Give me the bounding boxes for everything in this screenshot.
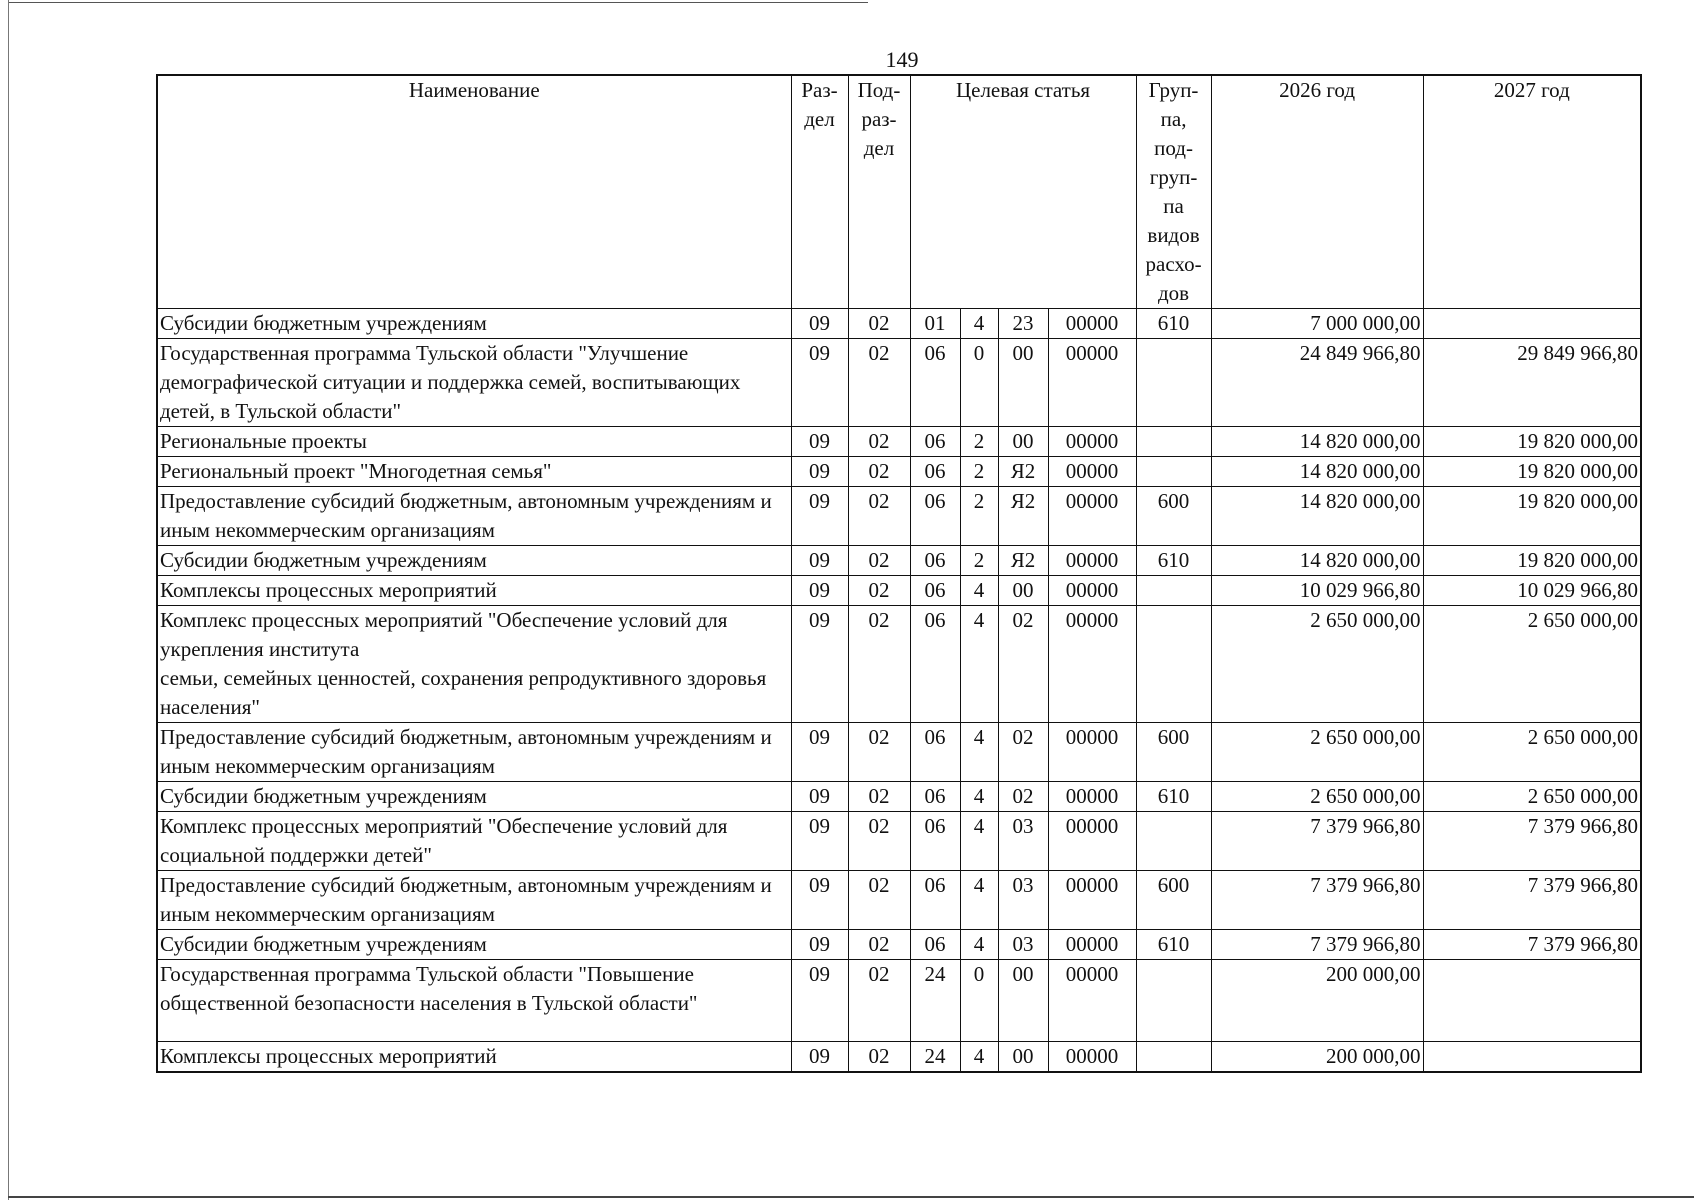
table-body: [157, 309, 1641, 1073]
cell-amount-2027: 19 820 000,00: [1423, 457, 1641, 487]
cell-amount-2027: 7 379 966,80: [1423, 930, 1641, 960]
cell-target-element: 03: [998, 930, 1048, 960]
cell-name: Субсидии бюджетным учреждениям: [157, 930, 791, 960]
cell-target-type: 0: [960, 339, 998, 427]
cell-target-direction: 00000: [1048, 723, 1136, 782]
cell-subsection: 02: [848, 487, 910, 546]
cell-section: 09: [791, 339, 848, 427]
cell-target-element: 00: [998, 1042, 1048, 1073]
cell-target-program: 06: [910, 871, 960, 930]
header-year-2026: 2026 год: [1211, 75, 1423, 309]
table-row: [157, 723, 1641, 782]
cell-section: 09: [791, 487, 848, 546]
cell-amount-2026: 14 820 000,00: [1211, 546, 1423, 576]
table-row: [157, 546, 1641, 576]
cell-subsection: 02: [848, 457, 910, 487]
cell-target-direction: 00000: [1048, 812, 1136, 871]
header-row: [157, 75, 1641, 309]
header-name: Наименование: [157, 75, 791, 309]
cell-amount-2026: 7 379 966,80: [1211, 871, 1423, 930]
cell-target-program: 24: [910, 1042, 960, 1073]
cell-target-element: 03: [998, 812, 1048, 871]
cell-name: Субсидии бюджетным учреждениям: [157, 782, 791, 812]
scan-edge-top: [8, 2, 868, 3]
cell-subsection: 02: [848, 606, 910, 723]
cell-expense-group: 610: [1136, 309, 1211, 339]
cell-target-element: 00: [998, 576, 1048, 606]
cell-amount-2027: [1423, 1042, 1641, 1073]
cell-target-type: 4: [960, 812, 998, 871]
cell-target-direction: 00000: [1048, 871, 1136, 930]
cell-target-direction: 00000: [1048, 576, 1136, 606]
cell-target-element: 00: [998, 960, 1048, 1042]
cell-amount-2027: 2 650 000,00: [1423, 782, 1641, 812]
cell-name: Региональный проект "Многодетная семья": [157, 457, 791, 487]
cell-name: Комплексы процессных мероприятий: [157, 576, 791, 606]
table-row: [157, 457, 1641, 487]
cell-expense-group: [1136, 457, 1211, 487]
header-target-article: Целевая статья: [910, 75, 1136, 309]
cell-target-direction: 00000: [1048, 546, 1136, 576]
table-row: [157, 812, 1641, 871]
scan-edge-left: [8, 0, 9, 1200]
cell-target-element: 23: [998, 309, 1048, 339]
cell-target-direction: 00000: [1048, 782, 1136, 812]
cell-amount-2027: 29 849 966,80: [1423, 339, 1641, 427]
cell-amount-2026: 14 820 000,00: [1211, 427, 1423, 457]
cell-amount-2026: 2 650 000,00: [1211, 606, 1423, 723]
cell-target-program: 06: [910, 487, 960, 546]
cell-amount-2026: 200 000,00: [1211, 1042, 1423, 1073]
cell-target-type: 2: [960, 457, 998, 487]
cell-section: 09: [791, 546, 848, 576]
table-row: [157, 1042, 1641, 1073]
cell-section: 09: [791, 309, 848, 339]
budget-table: [156, 74, 1642, 1073]
cell-target-element: Я2: [998, 487, 1048, 546]
cell-expense-group: [1136, 812, 1211, 871]
cell-expense-group: 600: [1136, 871, 1211, 930]
cell-target-type: 4: [960, 930, 998, 960]
cell-name: Субсидии бюджетным учреждениям: [157, 309, 791, 339]
cell-expense-group: [1136, 339, 1211, 427]
cell-target-program: 06: [910, 930, 960, 960]
cell-expense-group: [1136, 1042, 1211, 1073]
table-row: [157, 960, 1641, 1042]
cell-target-direction: 00000: [1048, 427, 1136, 457]
cell-amount-2027: 2 650 000,00: [1423, 723, 1641, 782]
cell-target-element: Я2: [998, 457, 1048, 487]
cell-name: Комплексы процессных мероприятий: [157, 1042, 791, 1073]
cell-name: Региональные проекты: [157, 427, 791, 457]
cell-amount-2026: 14 820 000,00: [1211, 457, 1423, 487]
cell-subsection: 02: [848, 576, 910, 606]
cell-name: Комплекс процессных мероприятий "Обеспечение условий для социальной поддержки детей": [157, 812, 791, 871]
header-section: Раз- дел: [791, 75, 848, 309]
cell-amount-2026: 200 000,00: [1211, 960, 1423, 1042]
cell-target-program: 06: [910, 606, 960, 723]
cell-amount-2026: 7 379 966,80: [1211, 930, 1423, 960]
cell-target-element: 03: [998, 871, 1048, 930]
cell-subsection: 02: [848, 960, 910, 1042]
table-row: [157, 339, 1641, 427]
cell-section: 09: [791, 457, 848, 487]
cell-target-element: 00: [998, 427, 1048, 457]
cell-subsection: 02: [848, 309, 910, 339]
header-year-2027: 2027 год: [1423, 75, 1641, 309]
cell-amount-2027: [1423, 960, 1641, 1042]
cell-subsection: 02: [848, 427, 910, 457]
table-row: [157, 871, 1641, 930]
cell-target-direction: 00000: [1048, 487, 1136, 546]
cell-target-direction: 00000: [1048, 457, 1136, 487]
table-row: [157, 487, 1641, 546]
cell-target-type: 2: [960, 546, 998, 576]
cell-name: Комплекс процессных мероприятий "Обеспечение условий для укрепления института семьи, семейных ценностей, сохранения репродуктивного здоровья населения": [157, 606, 791, 723]
cell-target-element: 02: [998, 782, 1048, 812]
cell-target-type: 2: [960, 487, 998, 546]
cell-target-direction: 00000: [1048, 960, 1136, 1042]
cell-target-program: 06: [910, 339, 960, 427]
cell-target-type: 4: [960, 309, 998, 339]
header-subsection: Под- раз- дел: [848, 75, 910, 309]
cell-target-program: 01: [910, 309, 960, 339]
cell-target-type: 4: [960, 1042, 998, 1073]
table-row: [157, 427, 1641, 457]
cell-target-program: 06: [910, 457, 960, 487]
cell-section: 09: [791, 930, 848, 960]
cell-amount-2026: 2 650 000,00: [1211, 782, 1423, 812]
cell-amount-2026: 7 379 966,80: [1211, 812, 1423, 871]
cell-subsection: 02: [848, 782, 910, 812]
cell-target-program: 06: [910, 812, 960, 871]
table-row: [157, 576, 1641, 606]
cell-target-element: 00: [998, 339, 1048, 427]
table-row: [157, 309, 1641, 339]
cell-target-direction: 00000: [1048, 930, 1136, 960]
cell-subsection: 02: [848, 930, 910, 960]
cell-name: Субсидии бюджетным учреждениям: [157, 546, 791, 576]
cell-target-program: 06: [910, 576, 960, 606]
cell-amount-2027: 19 820 000,00: [1423, 546, 1641, 576]
cell-expense-group: 600: [1136, 723, 1211, 782]
cell-amount-2026: 24 849 966,80: [1211, 339, 1423, 427]
table-row: [157, 930, 1641, 960]
cell-section: 09: [791, 871, 848, 930]
cell-section: 09: [791, 723, 848, 782]
cell-section: 09: [791, 1042, 848, 1073]
cell-amount-2026: 14 820 000,00: [1211, 487, 1423, 546]
cell-target-program: 24: [910, 960, 960, 1042]
cell-amount-2027: [1423, 309, 1641, 339]
cell-target-type: 4: [960, 576, 998, 606]
scan-edge-bottom: [8, 1196, 1694, 1198]
cell-name: Предоставление субсидий бюджетным, автономным учреждениям и иным некоммерческим организациям: [157, 723, 791, 782]
cell-target-type: 0: [960, 960, 998, 1042]
cell-name: Государственная программа Тульской области "Повышение общественной безопасности населения в Тульской области": [157, 960, 791, 1042]
cell-target-program: 06: [910, 546, 960, 576]
cell-expense-group: 610: [1136, 782, 1211, 812]
cell-section: 09: [791, 960, 848, 1042]
table-row: [157, 782, 1641, 812]
cell-target-type: 4: [960, 782, 998, 812]
cell-subsection: 02: [848, 812, 910, 871]
cell-expense-group: [1136, 427, 1211, 457]
cell-target-type: 2: [960, 427, 998, 457]
cell-expense-group: [1136, 606, 1211, 723]
cell-section: 09: [791, 782, 848, 812]
cell-name: Государственная программа Тульской области "Улучшение демографической ситуации и поддержка семей, воспитывающих детей, в Тульской области": [157, 339, 791, 427]
cell-amount-2027: 19 820 000,00: [1423, 427, 1641, 457]
cell-amount-2027: 10 029 966,80: [1423, 576, 1641, 606]
cell-amount-2026: 7 000 000,00: [1211, 309, 1423, 339]
cell-subsection: 02: [848, 1042, 910, 1073]
cell-target-program: 06: [910, 782, 960, 812]
cell-name: Предоставление субсидий бюджетным, автономным учреждениям и иным некоммерческим организациям: [157, 871, 791, 930]
cell-expense-group: [1136, 576, 1211, 606]
cell-expense-group: 600: [1136, 487, 1211, 546]
cell-target-type: 4: [960, 606, 998, 723]
cell-target-type: 4: [960, 871, 998, 930]
cell-amount-2026: 10 029 966,80: [1211, 576, 1423, 606]
cell-subsection: 02: [848, 871, 910, 930]
cell-section: 09: [791, 427, 848, 457]
cell-amount-2027: 2 650 000,00: [1423, 606, 1641, 723]
cell-target-type: 4: [960, 723, 998, 782]
cell-target-element: 02: [998, 606, 1048, 723]
cell-expense-group: 610: [1136, 546, 1211, 576]
cell-subsection: 02: [848, 546, 910, 576]
cell-target-direction: 00000: [1048, 1042, 1136, 1073]
cell-target-element: 02: [998, 723, 1048, 782]
cell-amount-2026: 2 650 000,00: [1211, 723, 1423, 782]
cell-target-element: Я2: [998, 546, 1048, 576]
table-row: [157, 606, 1641, 723]
cell-subsection: 02: [848, 339, 910, 427]
cell-amount-2027: 19 820 000,00: [1423, 487, 1641, 546]
cell-target-program: 06: [910, 723, 960, 782]
cell-target-program: 06: [910, 427, 960, 457]
cell-section: 09: [791, 812, 848, 871]
cell-subsection: 02: [848, 723, 910, 782]
cell-target-direction: 00000: [1048, 309, 1136, 339]
cell-amount-2027: 7 379 966,80: [1423, 812, 1641, 871]
cell-name: Предоставление субсидий бюджетным, автономным учреждениям и иным некоммерческим организациям: [157, 487, 791, 546]
cell-section: 09: [791, 606, 848, 723]
page-number: 149: [885, 47, 919, 72]
header-expense-group: Груп- па, под- груп- па видов расхо- дов: [1136, 75, 1211, 309]
cell-expense-group: [1136, 960, 1211, 1042]
cell-expense-group: 610: [1136, 930, 1211, 960]
cell-section: 09: [791, 576, 848, 606]
cell-target-direction: 00000: [1048, 606, 1136, 723]
cell-amount-2027: 7 379 966,80: [1423, 871, 1641, 930]
cell-target-direction: 00000: [1048, 339, 1136, 427]
